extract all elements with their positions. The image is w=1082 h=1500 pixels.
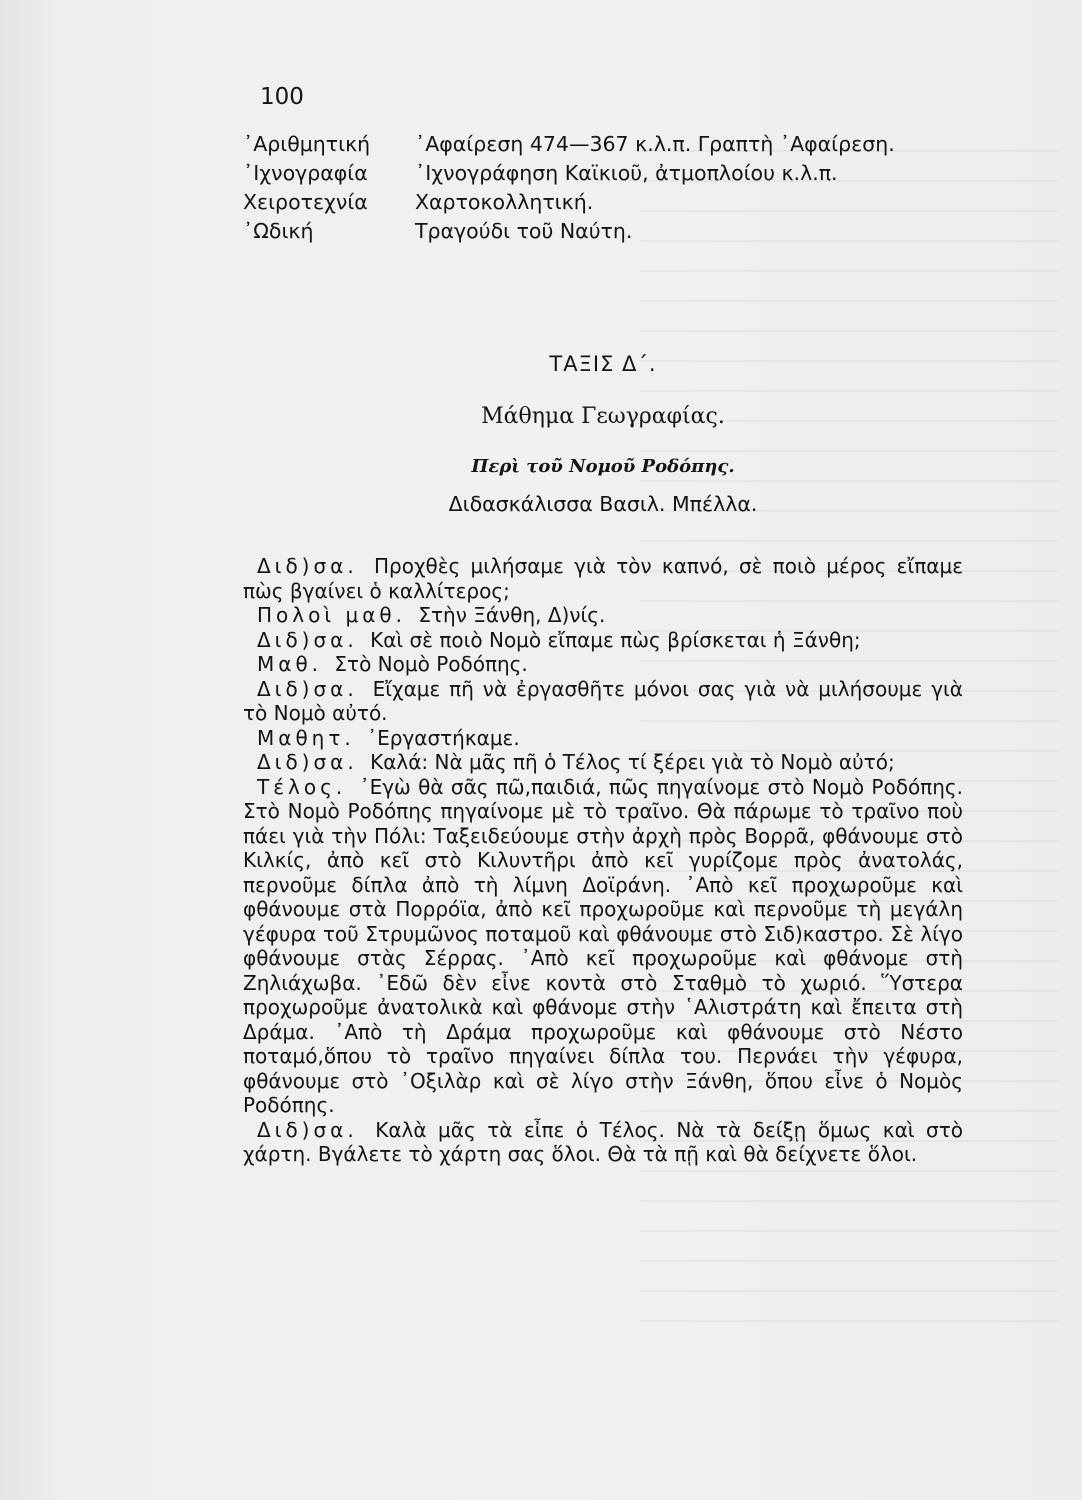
dialogue bbox=[243, 554, 963, 1167]
speaker: Διδ)σα. bbox=[257, 627, 358, 652]
subject-description: Τραγούδι τοῦ Ναύτη. bbox=[415, 219, 633, 243]
speaker: Διδ)σα. bbox=[257, 676, 358, 701]
subject-name: ᾿Ιχνογραφία bbox=[243, 161, 368, 185]
page-number: 100 bbox=[260, 84, 304, 110]
subject-description: ᾿Ιχνογράφηση Καϊκιοῦ, ἀτμοπλοίου κ.λ.π. bbox=[415, 161, 838, 185]
speaker: Διδ)σα. bbox=[257, 750, 358, 774]
subject-name: ᾿Ωδική bbox=[243, 219, 314, 243]
dialogue-turn bbox=[243, 603, 963, 628]
utterance: ᾿Εργαστήκαμε. bbox=[367, 725, 520, 750]
dialogue-turn bbox=[243, 726, 963, 751]
subject-row bbox=[243, 130, 973, 159]
utterance: ᾿Εγὼ θὰ σᾶς πῶ,παιδιά, πῶς πηγαίνομε στὸ Νομὸ Ροδόπης. Στὸ Νομὸ Ροδόπης πηγαίνομε μὲ τὸ τραῖνο. Θὰ πάρωμε τὸ τραῖνο ποὺ πάει γιὰ τὴν Πόλι: Ταξειδεύουμε στὴν ἀρχὴ πρὸς Βορρᾶ, φθάνουμε στὸ Κιλκίς, ἀπὸ κεῖ στὸ Κιλυντῆρι ἀπὸ κεῖ γυρίζομε πρὸς ἀνατολάς, περνοῦμε δίπλα ἀπὸ τὴ λίμνη Δοϊράνη. ᾿Απὸ κεῖ προχωροῦμε καὶ φθάνουμε στὰ Πορρόϊα, ἀπὸ κεῖ προχωροῦμε καὶ περνοῦμε τὴ μεγάλη γέφυρα τοῦ Στρυμῶνος ποταμοῦ καὶ φθάνουμε στὸ Σιδ)καστρο. Σὲ λίγο φθάνουμε στὰς Σέρρας. ᾿Απὸ κεῖ προχωροῦμε καὶ φθάνομε στὴ Ζηλιάχωβα. ᾿Εδῶ δὲν εἶνε κοντὰ στὸ Σταθμὸ τὸ χωριό. Ὕστερα προχωροῦμε ἀνατολικὰ καὶ φθάνομε στὴν ῾Αλιστράτη καὶ ἔπειτα στὴ Δράμα. ᾿Απὸ τὴ Δράμα προχωροῦμε καὶ φθάνουμε στὸ Νέστο ποταμό,ὅπου τὸ τραῖνο πηγαίνει δίπλα του. Περνάει τὴν γέφυρα, φθάνουμε στὸ ᾿Οξιλὰρ καὶ σὲ λίγο στὴν Ξάνθη, ὅπου εἶνε ὁ Νομὸς Ροδόπης. bbox=[243, 774, 963, 1117]
utterance: Στὴν Ξάνθη, Δ)νίς. bbox=[418, 603, 606, 627]
subject-row bbox=[243, 217, 973, 246]
dialogue-turn bbox=[243, 652, 963, 677]
subject-name: Χειροτεχνία bbox=[243, 190, 368, 214]
speaker: Διδ)σα. bbox=[257, 554, 358, 578]
subject-row bbox=[243, 159, 973, 188]
utterance: Εἴχαμε πῆ νὰ ἐργασθῆτε μόνοι σας γιὰ νὰ μιλήσουμε γιὰ τὸ Νομὸ αὐτό. bbox=[243, 676, 963, 725]
subject-row bbox=[243, 188, 973, 217]
dialogue-turn bbox=[243, 775, 963, 1118]
dialogue-turn bbox=[243, 628, 963, 653]
dialogue-turn bbox=[243, 750, 963, 775]
topic-title: Περὶ τοῦ Νομοῦ Ροδόπης. bbox=[471, 456, 735, 477]
class-heading: ΤΑΞΙΣ Δ΄. bbox=[549, 352, 657, 376]
speaker: Πολοὶ μαθ. bbox=[257, 603, 406, 627]
speaker: Μαθ. bbox=[257, 652, 323, 676]
speaker: Μαθητ. bbox=[257, 725, 355, 750]
dialogue-turn bbox=[243, 554, 963, 603]
dialogue-turn bbox=[243, 677, 963, 726]
subject-description: ᾿Αφαίρεση 474—367 κ.λ.π. Γραπτὴ ᾿Αφαίρεση. bbox=[415, 132, 895, 156]
utterance: Καὶ σὲ ποιὸ Νομὸ εἴπαμε πὼς βρίσκεται ἡ Ξάνθη; bbox=[370, 627, 861, 652]
subject-description: Χαρτοκολλητική. bbox=[415, 190, 594, 214]
subjects-table bbox=[243, 130, 973, 246]
speaker: Διδ)σα. bbox=[257, 1117, 358, 1142]
speaker: Τέλος. bbox=[257, 774, 347, 799]
utterance: Καλὰ μᾶς τὰ εἶπε ὁ Τέλος. Νὰ τὰ δείξῃ ὅμως καὶ στὸ χάρτη. Βγάλετε τὸ χάρτη σας ὅλοι. Θὰ τὰ πῇ καὶ θὰ δείχνετε ὅλοι. bbox=[243, 1117, 963, 1166]
utterance: Προχθὲς μιλήσαμε γιὰ τὸν καπνό, σὲ ποιὸ μέρος εἴπαμε πὼς βγαίνει ὁ καλλίτερος; bbox=[243, 554, 963, 603]
utterance: Καλά: Νὰ μᾶς πῆ ὁ Τέλος τί ξέρει γιὰ τὸ Νομὸ αὐτό; bbox=[370, 750, 895, 774]
teacher-name: Διδασκάλισσα Βασιλ. Μπέλλα. bbox=[448, 492, 758, 516]
utterance: Στὸ Νομὸ Ροδόπης. bbox=[334, 652, 528, 676]
lesson-title: Μάθημα Γεωγραφίας. bbox=[481, 404, 725, 429]
subject-name: ᾿Αριθμητική bbox=[243, 132, 371, 156]
dialogue-turn bbox=[243, 1118, 963, 1167]
